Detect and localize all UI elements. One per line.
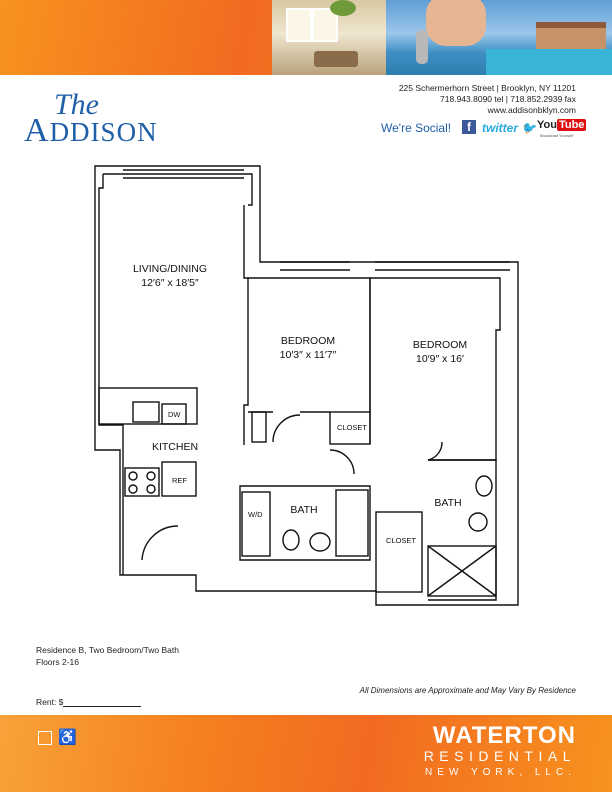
- twitter-icon[interactable]: twitter 🐦: [482, 121, 537, 135]
- burner: [147, 485, 155, 493]
- outer-wall: [95, 166, 518, 605]
- living-name: LIVING/DINING: [132, 263, 208, 275]
- disclaimer: All Dimensions are Approximate and May Vary By Residence: [359, 686, 576, 695]
- label-ref: REF: [172, 476, 187, 485]
- logo-rest: DDISON: [49, 117, 158, 147]
- label-living: [120, 262, 220, 290]
- label-kitchen: KITCHEN: [151, 441, 199, 453]
- closet2: [376, 512, 422, 592]
- address: 225 Schermerhorn Street | Brooklyn, NY 11201: [398, 83, 576, 93]
- bath-sink: [310, 533, 330, 551]
- bedroom1-name: BEDROOM: [280, 335, 336, 347]
- toilet2: [476, 476, 492, 496]
- footer-region: NEW YORK, LLC.: [425, 767, 576, 778]
- label-bath2: BATH: [434, 497, 462, 509]
- label-closet2: CLOSET: [386, 536, 417, 545]
- burner: [147, 472, 155, 480]
- youtube-you: You: [537, 119, 557, 131]
- twitter-label: twitter: [482, 121, 518, 135]
- label-dw: DW: [168, 410, 181, 419]
- floors: Floors 2-16: [36, 657, 79, 667]
- youtube-tube: Tube: [558, 119, 585, 131]
- bath1-walls: [240, 486, 370, 560]
- door-swing: [142, 526, 178, 560]
- website-link[interactable]: www.addisonbklyn.com: [487, 105, 576, 115]
- living-dims: 12′6″ x 18′5″: [141, 277, 199, 289]
- bedroom2-walls: [370, 278, 500, 460]
- footer-sub: RESIDENTIAL: [423, 748, 576, 764]
- door-swing: [428, 442, 442, 460]
- label-bath1: BATH: [290, 504, 318, 516]
- closet-small: [252, 412, 266, 442]
- burner: [129, 472, 137, 480]
- bathtub: [336, 490, 368, 556]
- shower-x: [428, 546, 496, 596]
- footer-brand: WATERTON: [432, 722, 576, 749]
- rent-blank: [63, 697, 141, 707]
- toilet: [283, 530, 299, 550]
- social-label: We're Social!: [381, 121, 452, 135]
- bedroom2-dims: 10′9″ x 16′: [416, 353, 464, 365]
- label-closet1: CLOSET: [337, 423, 368, 432]
- label-bedroom2: [390, 338, 490, 366]
- residence-type: Residence B, Two Bedroom/Two Bath: [36, 645, 180, 655]
- logo-the: The: [54, 88, 99, 121]
- bedroom2-name: BEDROOM: [412, 339, 468, 351]
- window-bedroom2: [375, 262, 510, 270]
- wd-closet: [242, 492, 270, 556]
- logo-initial: A: [24, 112, 50, 149]
- accessibility-icon: ♿: [58, 729, 77, 746]
- sink: [133, 402, 159, 422]
- label-wd: W/D: [248, 510, 263, 519]
- label-bedroom1: [258, 334, 358, 362]
- equal-housing-icon: [38, 731, 52, 745]
- phones: 718.943.8090 tel | 718.852.2939 fax: [440, 94, 576, 104]
- bath2-walls: [428, 460, 496, 600]
- burner: [129, 485, 137, 493]
- bedroom1-dims: 10′3″ x 11′7″: [279, 349, 337, 361]
- door-swing: [273, 415, 300, 442]
- door-swing: [330, 450, 354, 474]
- rent-field: [36, 697, 141, 707]
- kitchen-counter: [99, 388, 197, 424]
- rent-label: Rent: $: [36, 697, 64, 707]
- living-wall: [244, 205, 248, 445]
- youtube-tagline: Broadcast Yourself: [540, 133, 574, 138]
- facebook-icon[interactable]: f: [462, 120, 476, 134]
- bath2-sink: [469, 513, 487, 531]
- window-bedroom: [280, 262, 350, 270]
